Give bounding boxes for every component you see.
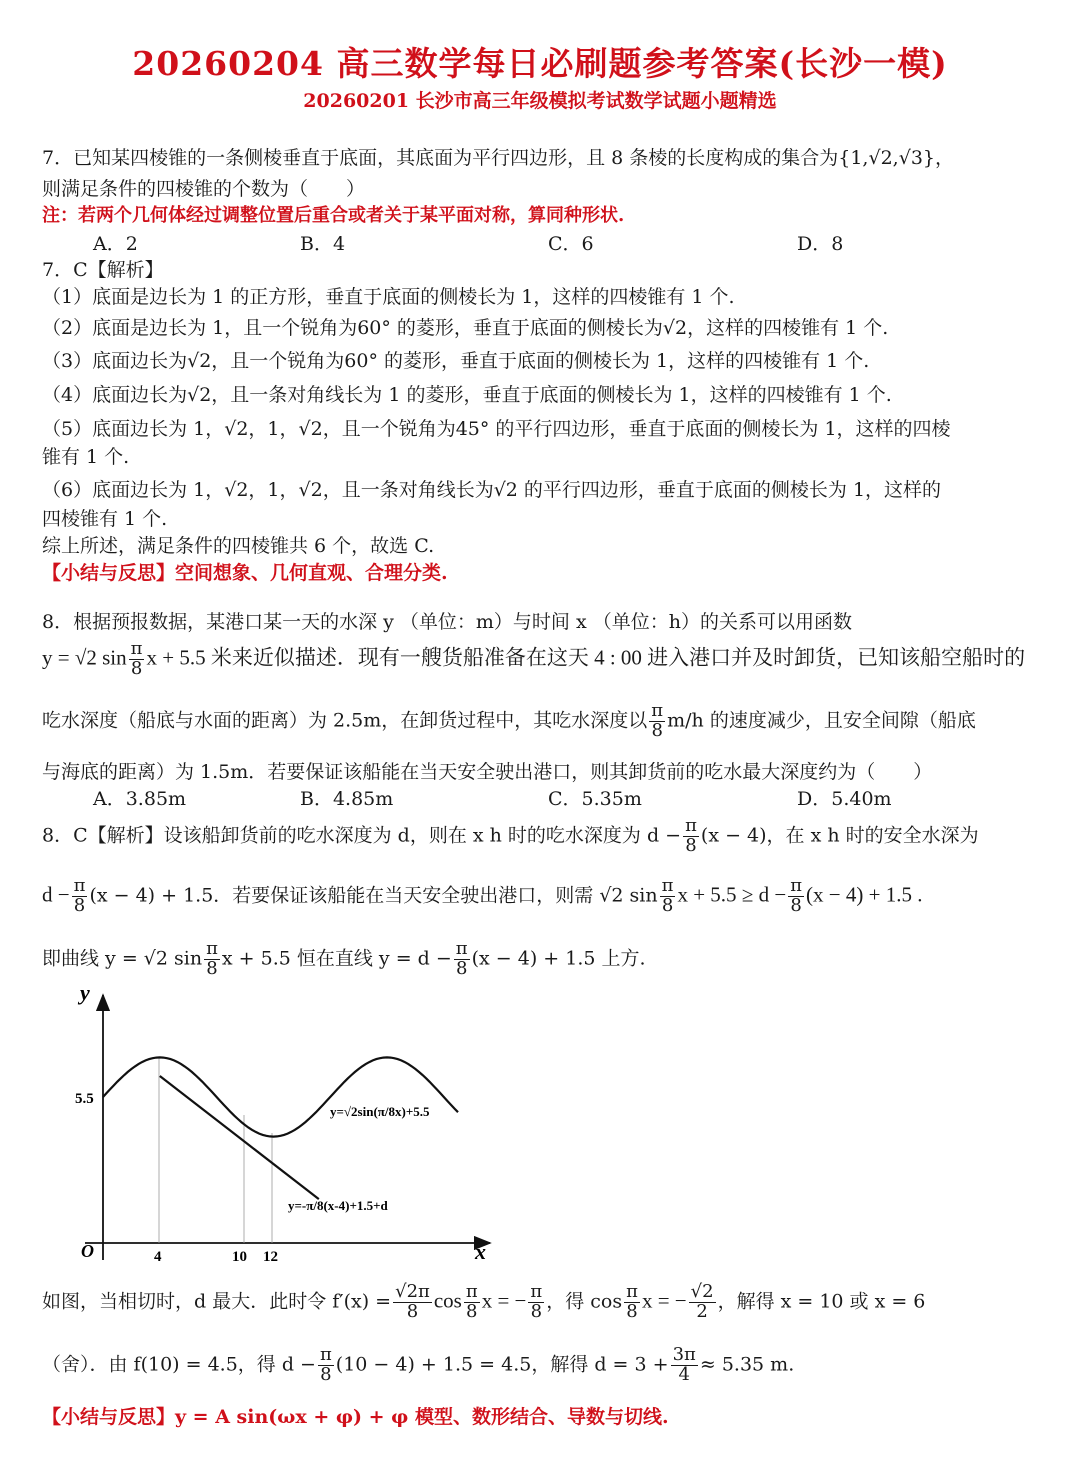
- q8-option-b: B．4.85m: [300, 788, 394, 810]
- q7-option-c: C．6: [548, 233, 594, 255]
- q7-option-b: B．4: [300, 233, 346, 255]
- q7-note: 注：若两个几何体经过调整位置后重合或者关于某平面对称，算同种形状.: [42, 205, 625, 226]
- q8-line4: 与海底的距离）为 1.5m．若要保证该船能在当天安全驶出港口，则其卸货前的吃水最大深度约为（ ）: [42, 761, 933, 783]
- q7-case: （4）底面边长为√2，且一条对角线长为 1 的菱形，垂直于底面的侧棱长为 1，这样的四棱锥有 1 个.: [42, 384, 892, 406]
- q8-line2: y = √2 sin $\frac{\pi}{8}$ x + 5.5 米来近似描述．现有一艘货船准备在这天 4 : 00 进入港口并及时卸货，已知该船空船时的: [42, 638, 1026, 679]
- page-title: 20260204 高三数学每日必刷题参考答案(长沙一模): [132, 44, 948, 83]
- line-label: y=-π/8(x-4)+1.5+d: [288, 1198, 388, 1213]
- q7-case: （6）底面边长为 1，√2，1，√2，且一条对角线长为√2 的平行四边形，垂直于底面的侧棱长为 1，这样的: [42, 479, 942, 501]
- q7-summary: 【小结与反思】空间想象、几何直观、合理分类.: [42, 562, 448, 584]
- curve-label: y=√2sin(π/8x)+5.5: [330, 1104, 430, 1119]
- q7-line2: 则满足条件的四棱锥的个数为（ ）: [42, 178, 366, 200]
- q7-option-a: A．2: [93, 233, 138, 255]
- sine-curve: [103, 1057, 458, 1136]
- q8-option-d: D．5.40m: [797, 788, 892, 810]
- page-subtitle: 20260201 长沙市高三年级模拟考试数学试题小题精选: [303, 90, 777, 112]
- q8-solution-line3: 即曲线 y = √2 sin $\frac{\pi}{8}$ x + 5.5 恒在直线 y = d − $\frac{\pi}{8}$ (x − 4) + 1.5 上方.: [42, 938, 646, 979]
- function-graph: [45, 985, 505, 1270]
- y-axis-label: y: [80, 985, 90, 1005]
- x-tick-label: 10: [232, 1249, 247, 1265]
- x-tick-label: 4: [154, 1249, 162, 1265]
- q8-line3: 吃水深度（船底与水面的距离）为 2.5m，在卸货过程中，其吃水深度以 $\frac{\pi}{8}$ m/h 的速度减少，且安全间隙（船底: [42, 700, 976, 741]
- q8-solution-line5: （舍）．由 f(10) = 4.5，得 d − $\frac{\pi}{8}$ (10 − 4) + 1.5 = 4.5，解得 d = 3 + $\frac{3\pi}{4}$ ≈ 5.35 m.: [42, 1344, 795, 1385]
- q7-case: （1）底面是边长为 1 的正方形，垂直于底面的侧棱长为 1，这样的四棱锥有 1 个.: [42, 286, 735, 308]
- origin-label: O: [81, 1241, 94, 1261]
- q8-solution-line4: 如图，当相切时，d 最大．此时令 f′(x) = $\frac{√2\pi}{8}$ cos $\frac{\pi}{8}$ x = − $\frac{\pi}{8}$ ，得 cos $\frac{\pi}{8}$ x = − $\frac{√2}{2}$ ，解得 x = 10 或 x = 6: [42, 1281, 926, 1322]
- q7-case: （2）底面是边长为 1，且一个锐角为60° 的菱形，垂直于底面的侧棱长为√2，这样的四棱锥有 1 个.: [42, 317, 889, 339]
- q7-case: 锥有 1 个.: [42, 446, 130, 468]
- q7-answer: 7．C【解析】: [42, 259, 164, 281]
- q7-conclusion: 综上所述，满足条件的四棱锥共 6 个，故选 C.: [42, 535, 435, 557]
- q7-line1: 7．已知某四棱锥的一条侧棱垂直于底面，其底面为平行四边形，且 8 条棱的长度构成的集合为{1,√2,√3}，: [42, 147, 954, 169]
- q7-case: 四棱锥有 1 个.: [42, 508, 168, 530]
- x-axis-label: x: [475, 1239, 486, 1264]
- y-tick-label: 5.5: [75, 1091, 94, 1107]
- q7-option-d: D．8: [797, 233, 844, 255]
- q8-solution-line2: d − $\frac{\pi}{8}$ (x − 4) + 1.5．若要保证该船能在当天安全驶出港口，则需 √2 sin $\frac{\pi}{8}$ x + 5.5 ≥ d − $\frac{\pi}{8}$ (x − 4) + 1.5 .: [42, 875, 923, 916]
- q8-summary: 【小结与反思】y = A sin(ωx + φ) + φ 模型、数形结合、导数与切线.: [42, 1406, 669, 1428]
- q8-option-c: C．5.35m: [548, 788, 642, 810]
- q8-option-a: A．3.85m: [93, 788, 187, 810]
- tangent-line: [160, 1076, 319, 1199]
- q7-case: （5）底面边长为 1，√2，1，√2，且一个锐角为45° 的平行四边形，垂直于底面的侧棱长为 1，这样的四棱: [42, 418, 951, 440]
- q8-solution-line1: 8．C【解析】设该船卸货前的吃水深度为 d，则在 x h 时的吃水深度为 d − $\frac{\pi}{8}$ (x − 4)，在 x h 时的安全水深为: [42, 815, 979, 856]
- x-tick-label: 12: [263, 1249, 278, 1265]
- q7-case: （3）底面边长为√2，且一个锐角为60° 的菱形，垂直于底面的侧棱长为 1，这样的四棱锥有 1 个.: [42, 350, 870, 372]
- q8-line1: 8．根据预报数据，某港口某一天的水深 y （单位：m）与时间 x （单位：h）的关系可以用函数: [42, 611, 852, 633]
